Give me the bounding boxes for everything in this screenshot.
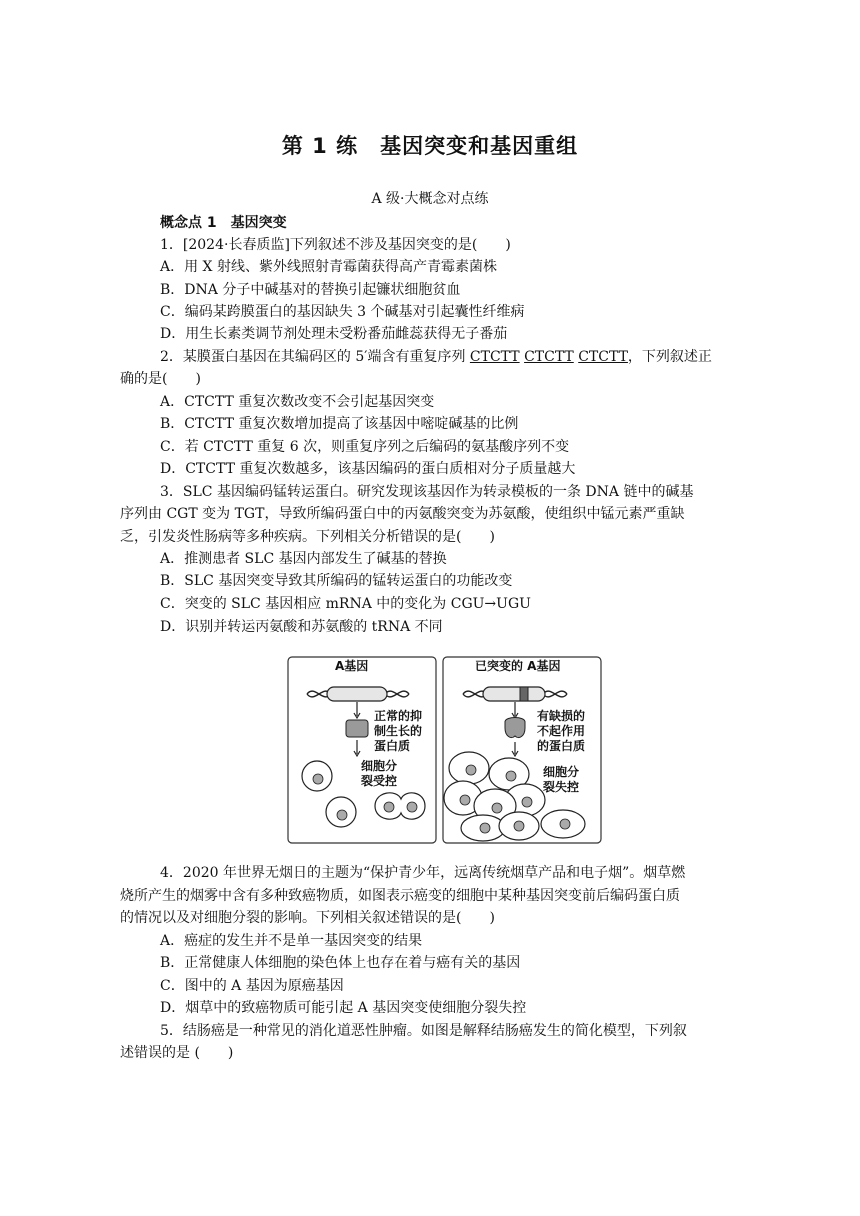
q2-stem-after: ，下列叙述正: [627, 349, 712, 365]
mutated-gene-segment: [483, 687, 545, 701]
q2-stem: [160, 347, 712, 367]
q3-option-a: A．推测患者 SLC 基因内部发生了碱基的替换: [160, 551, 447, 567]
mutated-gene-panel: [443, 657, 601, 843]
q2-stem-before: 2．某膜蛋白基因在其编码区的 5′端含有重复序列: [160, 349, 470, 365]
q1-option-b: B．DNA 分子中碱基对的替换引起镰状细胞贫血: [160, 282, 461, 298]
q1-option-c: C．编码某跨膜蛋白的基因缺失 3 个碱基对引起囊性纤维病: [160, 304, 525, 320]
defective-protein-label-3: 的蛋白质: [537, 739, 586, 753]
concept-heading: 概念点 1 基因突变: [160, 215, 287, 231]
mutated-outcome-label-1: 细胞分: [543, 765, 580, 779]
q3-stem-line1: 3．SLC 基因编码锰转运蛋白。研究发现该基因作为转录模板的一条 DNA 链中的碱基: [160, 484, 694, 500]
q5-stem-line2: 述错误的是 ( ): [120, 1045, 234, 1061]
normal-gene-label: A基因: [335, 659, 369, 673]
normal-outcome-label-1: 细胞分: [361, 759, 398, 773]
q2-repeat-1: CTCTT: [469, 349, 520, 365]
q1-stem: 1．[2024·长春质监]下列叙述不涉及基因突变的是( ): [160, 237, 511, 253]
q2-repeat-3: CTCTT: [578, 349, 628, 365]
mutated-outcome-label-2: 裂失控: [543, 780, 580, 794]
q4-option-d: D．烟草中的致癌物质可能引起 A 基因突变使细胞分裂失控: [160, 1000, 527, 1016]
q2-option-d: D．CTCTT 重复次数越多，该基因编码的蛋白质相对分子质量越大: [160, 461, 576, 477]
q5-stem-line1: 5．结肠癌是一种常见的消化道恶性肿瘤。如图是解释结肠癌发生的简化模型，下列叙: [160, 1023, 687, 1039]
q4-stem-line1: 4．2020 年世界无烟日的主题为“保护青少年，远离传统烟草产品和电子烟”。烟草燃: [160, 865, 686, 881]
q2-option-b: B．CTCTT 重复次数增加提高了该基因中嘧啶碱基的比例: [160, 416, 519, 432]
normal-outcome-label-2: 裂受控: [361, 774, 398, 788]
normal-protein-label-1: 正常的抑: [374, 709, 423, 723]
mutation-site: [520, 687, 528, 701]
q2-repeat-2: CTCTT: [524, 349, 574, 365]
defective-protein-label-2: 不起作用: [537, 724, 586, 738]
q4-stem-line3: 的情况以及对细胞分裂的影响。下列相关叙述错误的是( ): [120, 910, 495, 926]
q2-option-a: A．CTCTT 重复次数改变不会引起基因突变: [160, 394, 435, 410]
q3-option-b: B．SLC 基因突变导致其所编码的锰转运蛋白的功能改变: [160, 573, 513, 589]
q3-option-c: C．突变的 SLC 基因相应 mRNA 中的变化为 CGU→UGU: [160, 596, 531, 612]
level-heading: A 级·大概念对点练: [371, 191, 489, 207]
q1-option-a: A．用 X 射线、紫外线照射青霉菌获得高产青霉素菌株: [160, 259, 497, 275]
gene-mutation-figure: [287, 656, 603, 846]
q4-option-a: A．癌症的发生并不是单一基因突变的结果: [160, 933, 423, 949]
q2-stem-line2: 确的是( ): [120, 371, 201, 387]
dividing-cell: [375, 793, 425, 819]
normal-protein: [346, 720, 368, 737]
normal-gene-segment: [327, 687, 387, 701]
defective-protein: [505, 718, 525, 738]
q4-option-c: C．图中的 A 基因为原癌基因: [160, 978, 344, 994]
q1-option-d: D．用生长素类调节剂处理未受粉番茄雌蕊获得无子番茄: [160, 326, 508, 342]
normal-gene-panel: [288, 657, 436, 843]
q4-option-b: B．正常健康人体细胞的染色体上也存在着与癌有关的基因: [160, 955, 521, 971]
q3-option-d: D．识别并转运丙氨酸和苏氨酸的 tRNA 不同: [160, 619, 443, 635]
defective-protein-label-1: 有缺损的: [537, 709, 586, 723]
mutated-gene-label: 已突变的 A基因: [475, 659, 561, 673]
q3-stem-line3: 乏，引发炎性肠病等多种疾病。下列相关分析错误的是( ): [120, 529, 495, 545]
normal-protein-label-2: 制生长的: [374, 724, 423, 738]
page-title: 第 1 练 基因突变和基因重组: [281, 134, 579, 158]
q3-stem-line2: 序列由 CGT 变为 TGT，导致所编码蛋白中的丙氨酸突变为苏氨酸，使组织中锰元素严重缺: [120, 506, 685, 522]
normal-protein-label-3: 蛋白质: [374, 739, 411, 753]
q4-stem-line2: 烧所产生的烟雾中含有多种致癌物质，如图表示癌变的细胞中某种基因突变前后编码蛋白质: [120, 888, 680, 904]
q2-option-c: C．若 CTCTT 重复 6 次，则重复序列之后编码的氨基酸序列不变: [160, 439, 570, 455]
